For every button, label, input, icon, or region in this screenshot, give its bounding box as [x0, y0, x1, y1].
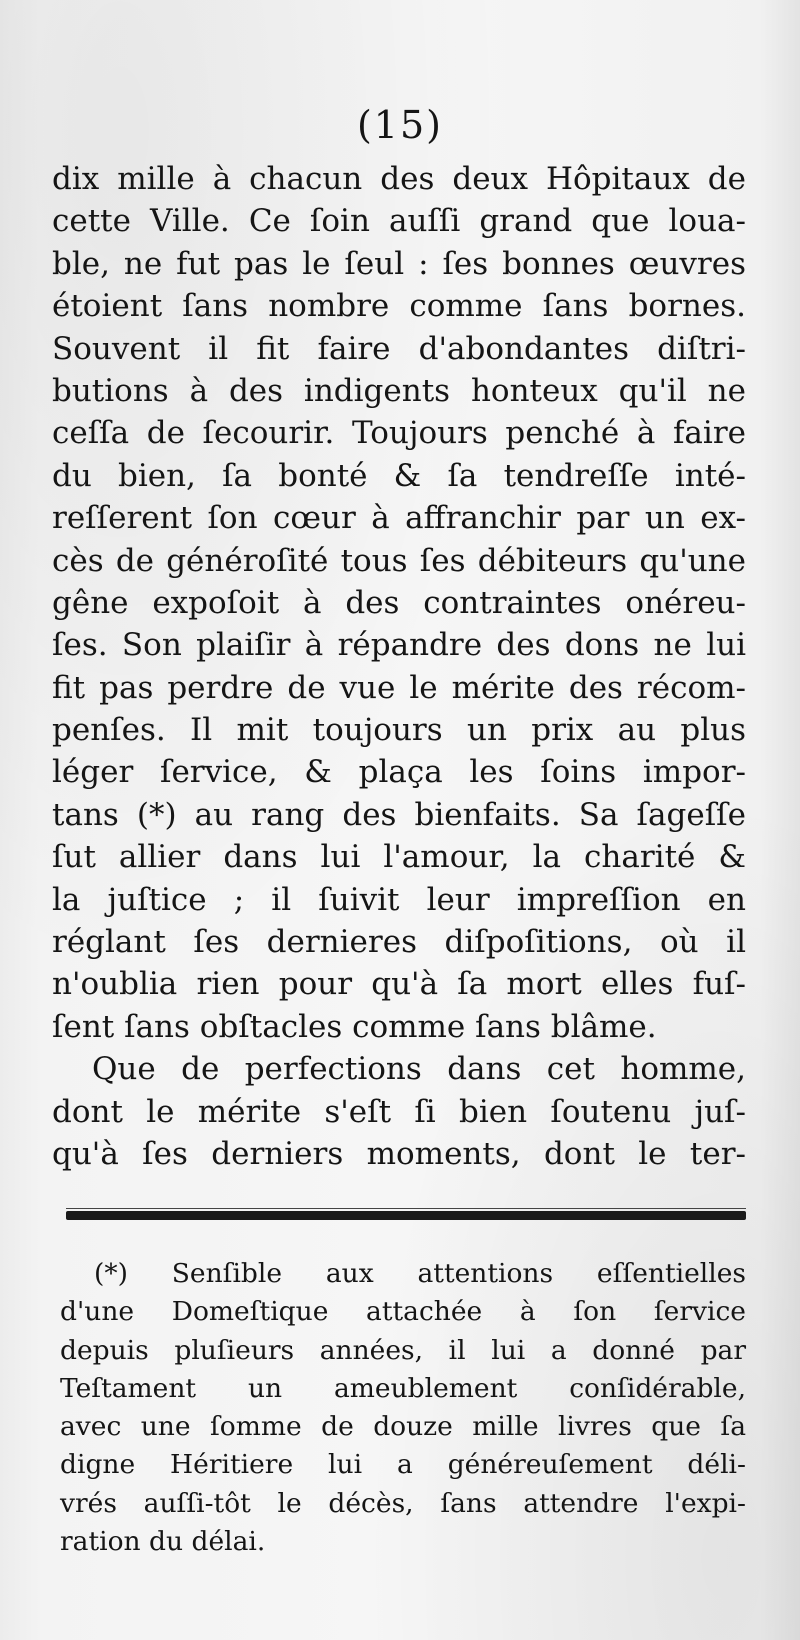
text-line: ſent ſans obſtacles comme ſans blâme. — [52, 1008, 657, 1045]
text-line: cès de généroſité tous ſes débiteurs qu'une — [52, 542, 746, 579]
main-text — [52, 158, 746, 1175]
text-line: ſut allier dans lui l'amour, la charité & — [52, 839, 746, 876]
footnote-line: depuis pluſieurs années, il lui a donné par — [60, 1334, 746, 1366]
text-line: ble, ne fut pas le ſeul : ſes bonnes œuvres — [52, 245, 746, 282]
text-line: réglant ſes dernieres diſpoſitions, où il — [52, 924, 746, 961]
text-line: Souvent il fit faire d'abondantes diſtri- — [52, 330, 746, 367]
footnote-line: avec une ſomme de douze mille livres que ſa — [60, 1411, 746, 1443]
footnote-line: vrés auſſi-tôt le décès, ſans attendre l'expi- — [60, 1487, 746, 1519]
text-line: cette Ville. Ce ſoin auſſi grand que loua- — [52, 203, 746, 240]
text-line: fit pas perdre de vue le mérite des récom- — [52, 669, 746, 706]
text-line: tans (*) au rang des bienfaits. Sa ſageſſe — [52, 796, 746, 833]
page-number: (15) — [356, 103, 443, 147]
text-line: du bien, ſa bonté & ſa tendreſſe inté- — [52, 457, 746, 494]
text-line: ceſſa de ſecourir. Toujours penché à faire — [52, 415, 746, 452]
text-line: butions à des indigents honteux qu'il ne — [52, 372, 746, 409]
text-line: léger ſervice, & plaça les ſoins impor- — [52, 754, 746, 791]
text-line: étoient ſans nombre comme ſans bornes. — [52, 288, 746, 325]
text-line: reſſerent ſon cœur à affranchir par un ex- — [52, 500, 746, 537]
footnote-rule-edge — [66, 1208, 746, 1209]
footnote — [60, 1255, 746, 1561]
text-line: Que de perfections dans cet homme, — [92, 1051, 746, 1088]
text-line: dix mille à chacun des deux Hôpitaux de — [52, 161, 746, 197]
footnote-line: Teſtament un ameublement conſidérable, — [60, 1372, 746, 1404]
text-line: penſes. Il mit toujours un prix au plus — [52, 712, 746, 749]
footnote-rule — [66, 1211, 746, 1220]
footnote-line: ration du délai. — [60, 1526, 266, 1558]
text-line: dont le mérite s'eſt ſi bien ſoutenu juſ- — [52, 1093, 746, 1130]
text-line: qu'à ſes derniers moments, dont le ter- — [52, 1135, 746, 1172]
text-line: gêne expoſoit à des contraintes onéreu- — [52, 584, 746, 621]
footnote-line: (*) Senſible aux attentions eſſentielles — [94, 1258, 746, 1289]
text-line: n'oublia rien pour qu'à ſa mort elles fuſ- — [52, 966, 746, 1003]
footnote-line: d'une Domeſtique attachée à ſon ſervice — [60, 1296, 746, 1328]
text-line: la juſtice ; il ſuivit leur impreſſion en — [52, 881, 746, 918]
text-line: ſes. Son plaiſir à répandre des dons ne lui — [52, 627, 746, 664]
footnote-line: digne Héritiere lui a généreuſement déli- — [60, 1449, 746, 1481]
